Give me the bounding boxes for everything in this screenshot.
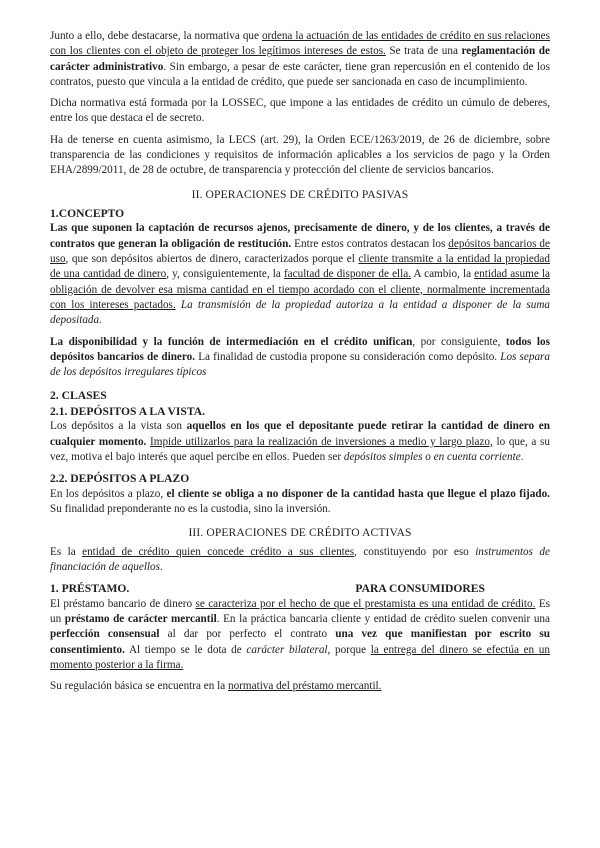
bold-text: una vez que manifiestan por escrito su consentimiento. xyxy=(50,628,550,656)
text: Es la xyxy=(50,545,83,558)
underlined-text: depósitos bancarios de uso xyxy=(50,237,550,266)
heading-depositos-vista: 2.1. DEPÓSITOS A LA VISTA. xyxy=(50,404,205,418)
text: La finalidad de custodia propone su consideración como depósito. xyxy=(195,350,501,363)
text: Su finalidad preponderante no es la custodia, sino la inversión. xyxy=(50,503,331,516)
heading-concepto: 1.CONCEPTO xyxy=(50,206,125,220)
text: . xyxy=(160,561,163,574)
text: al dar por perfecto el contrato xyxy=(159,628,336,641)
paragraph-lecs: Ha de tenerse en cuenta asimismo, la LECS (art. 29), la Orden ECE/1263/2019, de 26 de diciembre, sobre transparencia de las condiciones y requisitos de información aplicables a los servicios de pago y la Orden EHA/2899/2011, de 28 de octubre, de transparencia y protección del cliente de servicios bancarios. xyxy=(50,133,550,177)
bold-text: Las que suponen la captación de recursos ajenos, precisamente de dinero, y de los clientes, a través de contratos que generan la obligación de restitución. xyxy=(50,222,550,250)
text: , y, consiguientemente, la xyxy=(166,268,284,281)
paragraph-regulacion xyxy=(50,679,550,694)
text: A cambio, la xyxy=(411,268,475,281)
heading-prestamo: 1. PRÉSTAMO. xyxy=(50,582,130,596)
bold-text: todos los depósitos bancarios de dinero. xyxy=(50,335,550,363)
heading-row-prestamo xyxy=(50,581,550,597)
italic-text: carácter bilateral xyxy=(246,643,328,656)
section-heading-pasivas: II. OPERACIONES DE CRÉDITO PASIVAS xyxy=(191,187,409,201)
bold-text: préstamo de carácter mercantil xyxy=(64,613,217,626)
paragraph-concepto xyxy=(50,221,550,328)
text: El préstamo bancario de dinero xyxy=(50,597,196,610)
italic-text: instrumentos de financiación de aquellos xyxy=(50,545,550,574)
text: Se trata de una xyxy=(385,45,462,58)
underlined-text: cliente transmite a la entidad la propiedad de una cantidad de dinero xyxy=(50,253,550,281)
italic-text: La transmisión de la propiedad autoriza a la entidad a disponer de la suma depositada. xyxy=(50,298,551,327)
text: En los depósitos a plazo, xyxy=(50,487,167,500)
bold-text: el cliente se obliga a no disponer de la cantidad hasta que llegue el plazo fijado. xyxy=(166,487,550,500)
underlined-text: facultad de disponer de ella. xyxy=(283,268,412,281)
bold-text: reglamentación de carácter administrativo xyxy=(50,45,550,73)
text: Su regulación básica se encuentra en la xyxy=(50,680,228,693)
underlined-text: Impide utilizarlos para la realización de inversiones a medio y largo plazo, xyxy=(150,435,493,448)
text: Junto a ello, debe destacarse, la normativa que xyxy=(50,30,262,42)
underlined-text: la entrega del dinero se efectúa en un momento posterior a la firma. xyxy=(50,643,550,671)
text: . En la práctica bancaria cliente y entidad de crédito suelen convenir una xyxy=(216,613,550,626)
heading-clases: 2. CLASES xyxy=(50,389,107,403)
underlined-text: entidad asume la obligación de devolver esa misma cantidad en el tiempo acordado con el cliente, normalmente incrementada con los intereses pactados. xyxy=(50,268,550,311)
underlined-text: se caracteriza por el hecho de que el prestamista es una entidad de crédito. xyxy=(195,597,536,610)
text: lo que, a su vez, motiva el bajo interés que aquel percibe en ellos. Pueden ser xyxy=(50,435,550,464)
section-heading-activas: III. OPERACIONES DE CRÉDITO ACTIVAS xyxy=(188,526,412,540)
paragraph-normativa xyxy=(50,29,550,90)
text: Al tiempo se le dota de xyxy=(124,643,247,656)
text: , porque xyxy=(327,643,371,656)
underlined-text: normativa del préstamo mercantil. xyxy=(228,680,382,693)
italic-text: Los separa de los depósitos irregulares típicos xyxy=(50,350,551,379)
bold-text: La disponibilidad y la función de intermediación en el crédito unifican xyxy=(50,335,413,348)
text: Entre estos contratos destacan los xyxy=(291,237,449,250)
text: . Sin embargo, a pesar de este carácter, tiene gran repercusión en el contenido de los contratos, puesto que vincula a la entidad de crédito, que puede ser sancionada en caso de incumplimiento. xyxy=(50,60,550,88)
text: , que son depósitos abiertos de dinero, caracterizados porque el xyxy=(65,253,359,266)
underlined-text: entidad de crédito quien concede crédito a sus clientes xyxy=(82,545,355,558)
paragraph-disponibilidad xyxy=(50,335,550,381)
italic-text: depósitos simples o en cuenta corriente xyxy=(343,451,521,464)
heading-consumidores: PARA CONSUMIDORES xyxy=(355,582,485,596)
text: Los depósitos a la vista son xyxy=(50,420,187,433)
paragraph-prestamo xyxy=(50,597,550,673)
underlined-text: ordena la actuación de las entidades de crédito en sus relaciones con los clientes con el objeto de proteger los legítimos intereses de estos. xyxy=(50,30,550,58)
text: , por consiguiente, xyxy=(412,335,506,348)
paragraph-activas xyxy=(50,545,550,576)
heading-depositos-plazo: 2.2. DEPÓSITOS A PLAZO xyxy=(50,472,190,486)
paragraph-plazo xyxy=(50,487,550,518)
bold-text: perfección consensual xyxy=(50,628,160,641)
bold-text: aquellos en los que el depositante puede retirar la cantidad de dinero en cualquier momento. xyxy=(50,420,550,448)
text: . xyxy=(520,451,524,464)
text: , constituyendo por eso xyxy=(354,545,476,558)
paragraph-vista xyxy=(50,419,550,465)
paragraph-lossec: Dicha normativa está formada por la LOSSEC, que impone a las entidades de crédito un cúmulo de deberes, entre los que destaca el de secreto. xyxy=(50,97,550,125)
text: Es un xyxy=(50,597,551,626)
